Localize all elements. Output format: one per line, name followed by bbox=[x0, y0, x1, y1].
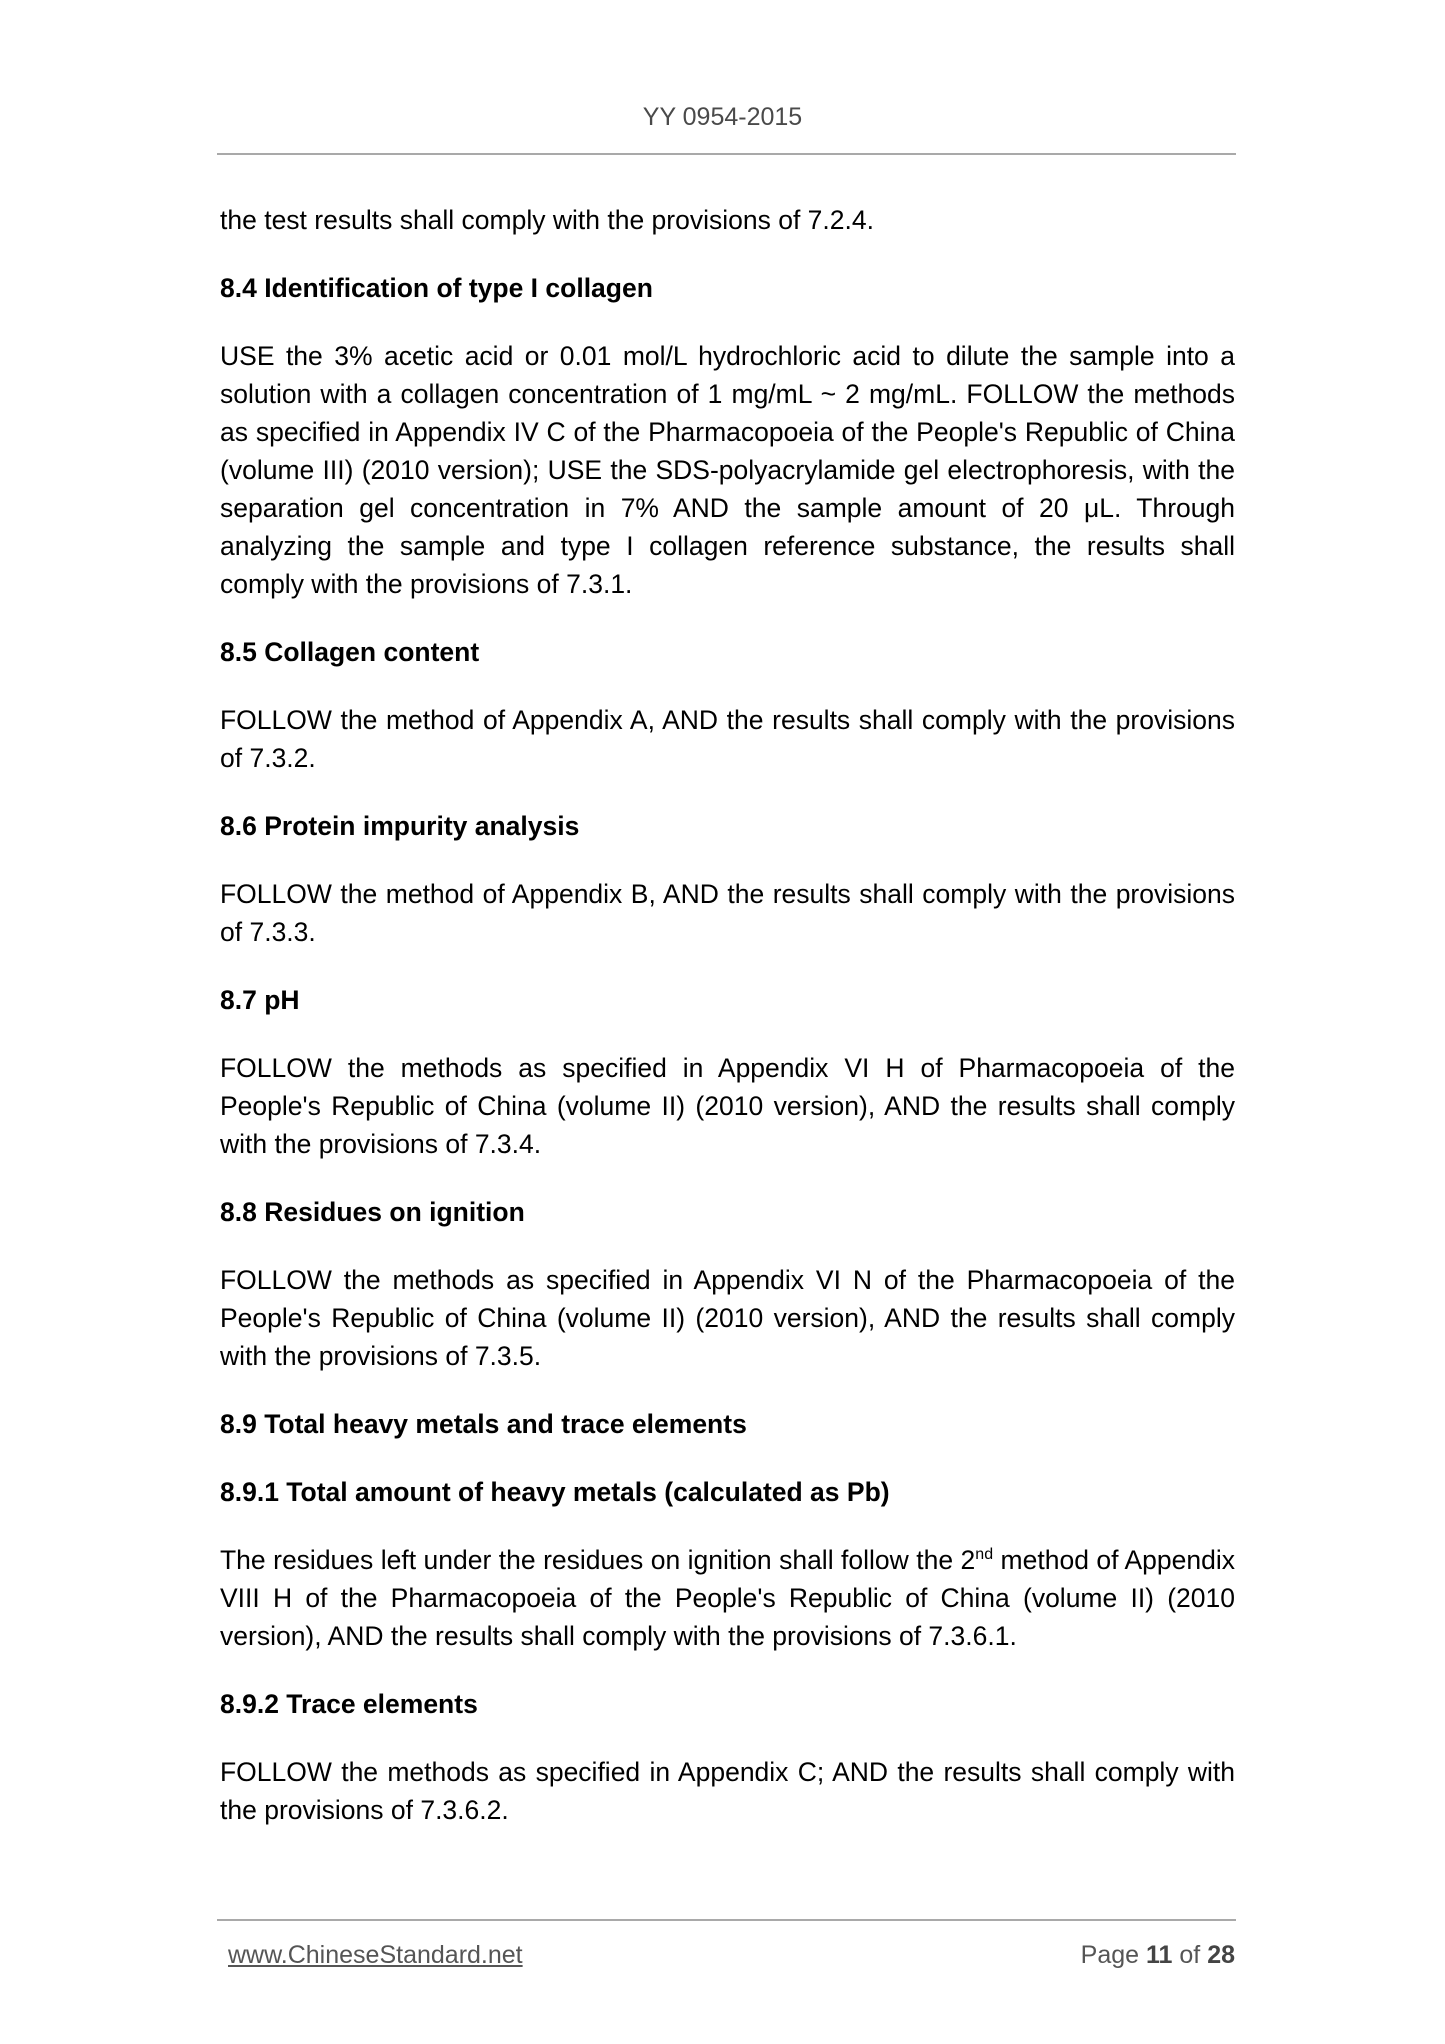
footer-rule bbox=[217, 1919, 1236, 1921]
paragraph-8-9-1 bbox=[220, 1541, 1235, 1655]
heading-8-9-1: 8.9.1 Total amount of heavy metals (calculated as Pb) bbox=[220, 1477, 890, 1507]
paragraph-8-9-1-part1: The residues left under the residues on ignition shall follow the 2 bbox=[220, 1545, 976, 1575]
paragraph-8-7: FOLLOW the methods as specified in Appendix VI H of Pharmacopoeia of the People's Republic of China (volume II) (2010 version), AND the results shall comply with the provisions of 7.3.4. bbox=[220, 1053, 1235, 1159]
paragraph-8-9-1-part2: method of Appendix VIII H of the Pharmacopoeia of the People's Republic of China (volume II) (2010 version), AND the results shall comply with the provisions of 7.3.6.1. bbox=[220, 1545, 1236, 1651]
paragraph-8-5: FOLLOW the method of Appendix A, AND the results shall comply with the provisions of 7.3.2. bbox=[220, 705, 1235, 773]
ordinal-superscript: nd bbox=[975, 1546, 994, 1563]
paragraph-8-4: USE the 3% acetic acid or 0.01 mol/L hydrochloric acid to dilute the sample into a solution with a collagen concentration of 1 mg/mL ~ 2 mg/mL. FOLLOW the methods as specified in Appendix IV C of the Pharmacopoeia of the People's Republic of China (volume III) (2010 version); USE the SDS-polyacrylamide gel electrophoresis, with the separation gel concentration in 7% AND the sample amount of 20 μL. Through analyzing the sample and type I collagen reference substance, the results shall comply with the provisions of 7.3.1. bbox=[220, 341, 1235, 599]
heading-8-6: 8.6 Protein impurity analysis bbox=[220, 811, 580, 841]
paragraph-8-8: FOLLOW the methods as specified in Appendix VI N of the Pharmacopoeia of the People's Republic of China (volume II) (2010 version), AND the results shall comply with the provisions of 7.3.5. bbox=[220, 1265, 1235, 1371]
paragraph-continuation: the test results shall comply with the provisions of 7.2.4. bbox=[220, 205, 874, 235]
current-page: 11 bbox=[1146, 1941, 1173, 1969]
heading-8-5: 8.5 Collagen content bbox=[220, 637, 480, 667]
paragraph-8-9-2: FOLLOW the methods as specified in Appendix C; AND the results shall comply with the provisions of 7.3.6.2. bbox=[220, 1757, 1235, 1825]
heading-8-7: 8.7 pH bbox=[220, 985, 300, 1015]
paragraph-8-6: FOLLOW the method of Appendix B, AND the results shall comply with the provisions of 7.3.3. bbox=[220, 879, 1235, 947]
page-number bbox=[1081, 1940, 1235, 1970]
heading-8-9-2: 8.9.2 Trace elements bbox=[220, 1689, 478, 1719]
of-label: of bbox=[1172, 1941, 1208, 1969]
total-pages: 28 bbox=[1207, 1941, 1235, 1969]
heading-8-9: 8.9 Total heavy metals and trace elements bbox=[220, 1409, 747, 1439]
website-link[interactable]: www.ChineseStandard.net bbox=[228, 1941, 523, 1969]
heading-8-4: 8.4 Identification of type I collagen bbox=[220, 273, 653, 303]
page-footer bbox=[228, 1940, 1235, 1970]
header-rule bbox=[217, 153, 1236, 155]
page-header-doc-id: YY 0954-2015 bbox=[642, 103, 803, 131]
page-label: Page bbox=[1080, 1941, 1146, 1969]
document-body bbox=[220, 201, 1235, 1859]
heading-8-8: 8.8 Residues on ignition bbox=[220, 1197, 525, 1227]
